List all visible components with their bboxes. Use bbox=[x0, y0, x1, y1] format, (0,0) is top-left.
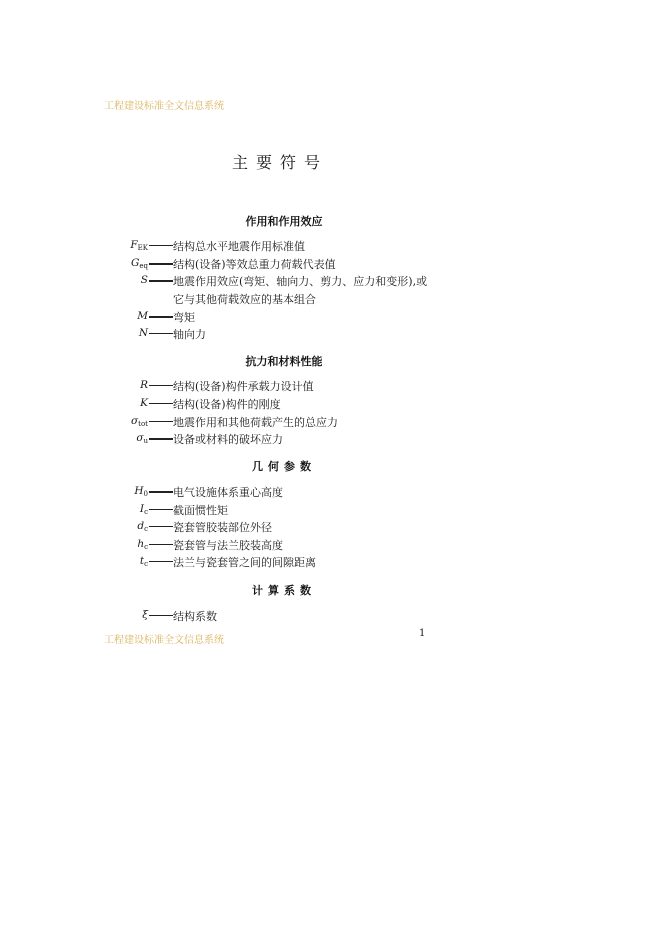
symbol-row bbox=[100, 413, 338, 430]
symbol-description: 法兰与瓷套管之间的间隙距离 bbox=[173, 555, 316, 569]
symbol-description: 瓷套管胶装部位外径 bbox=[173, 520, 272, 534]
symbol-row bbox=[100, 272, 427, 289]
dash bbox=[149, 509, 173, 510]
symbol-row bbox=[100, 308, 195, 325]
symbol-description: 地震作用和其他荷载产生的总应力 bbox=[173, 415, 338, 429]
symbol: N bbox=[138, 327, 148, 339]
symbol: $d_c$ bbox=[137, 520, 148, 533]
section-heading-coefficients: 计算系数 bbox=[252, 584, 316, 597]
symbol-description-continued: 它与其他荷载效应的基本组合 bbox=[173, 293, 316, 306]
section-heading-geometry: 几何参数 bbox=[252, 460, 316, 473]
dash bbox=[149, 316, 173, 318]
symbol: $H_0$ bbox=[134, 485, 148, 498]
watermark-top: 工程建设标准全文信息系统 bbox=[104, 101, 224, 112]
symbol-row bbox=[100, 325, 206, 342]
dash bbox=[149, 491, 173, 493]
symbol-description: 结构(设备)构件的刚度 bbox=[173, 397, 281, 411]
symbol-row bbox=[100, 536, 283, 553]
section-heading-actions: 作用和作用效应 bbox=[245, 215, 323, 228]
dash bbox=[149, 385, 173, 386]
symbol: ξ bbox=[142, 609, 148, 621]
section-heading-resistance: 抗力和材料性能 bbox=[245, 355, 323, 368]
symbol-row bbox=[100, 501, 228, 518]
symbol-description: 设备或材料的破坏应力 bbox=[173, 432, 283, 446]
dash bbox=[149, 333, 173, 334]
symbol: $\sigma_u$ bbox=[136, 432, 148, 445]
symbol: K bbox=[140, 397, 148, 409]
page-number: 1 bbox=[419, 628, 426, 639]
symbol-description: 结构系数 bbox=[173, 609, 217, 623]
dash bbox=[149, 561, 173, 562]
symbol: R bbox=[140, 379, 148, 391]
symbol-row bbox=[100, 518, 272, 535]
watermark-bottom: 工程建设标准全文信息系统 bbox=[104, 635, 224, 646]
symbol-row bbox=[100, 255, 336, 272]
dash bbox=[149, 615, 173, 616]
symbol-description: 结构总水平地震作用标准值 bbox=[173, 239, 305, 253]
symbol: $I_c$ bbox=[139, 503, 148, 516]
symbol: $G_{eq}$ bbox=[130, 257, 148, 270]
symbol: $F_{EK}$ bbox=[130, 239, 148, 252]
symbol-row bbox=[100, 377, 314, 394]
symbol-description: 结构(设备)构件承载力设计值 bbox=[173, 379, 314, 393]
dash bbox=[149, 544, 173, 545]
dash bbox=[149, 526, 173, 527]
symbol: M bbox=[137, 310, 148, 322]
dash bbox=[149, 403, 173, 404]
dash bbox=[149, 421, 173, 422]
symbol-row bbox=[100, 395, 281, 412]
symbol-description: 瓷套管与法兰胶装高度 bbox=[173, 538, 283, 552]
symbol-description: 地震作用效应(弯矩、轴向力、剪力、应力和变形),或 bbox=[173, 274, 428, 288]
dash bbox=[149, 438, 173, 440]
symbol: $\sigma_{tot}$ bbox=[130, 415, 148, 428]
dash bbox=[149, 263, 173, 265]
symbol-description: 弯矩 bbox=[173, 310, 195, 324]
symbol-description: 结构(设备)等效总重力荷载代表值 bbox=[173, 257, 336, 271]
symbol-row bbox=[100, 430, 283, 447]
symbol: $t_c$ bbox=[139, 555, 148, 568]
symbol: $h_c$ bbox=[137, 538, 148, 551]
symbol-row bbox=[100, 237, 305, 254]
symbol-row bbox=[100, 607, 217, 624]
symbol-row bbox=[100, 483, 283, 500]
symbol-row bbox=[100, 553, 316, 570]
page-title: 主要符号 bbox=[232, 153, 329, 172]
symbol-description: 轴向力 bbox=[173, 327, 206, 341]
dash bbox=[149, 280, 173, 282]
dash bbox=[149, 245, 173, 246]
symbol-description: 电气设施体系重心高度 bbox=[173, 485, 283, 499]
symbol: S bbox=[140, 274, 148, 286]
symbol-description: 截面惯性矩 bbox=[173, 503, 228, 517]
